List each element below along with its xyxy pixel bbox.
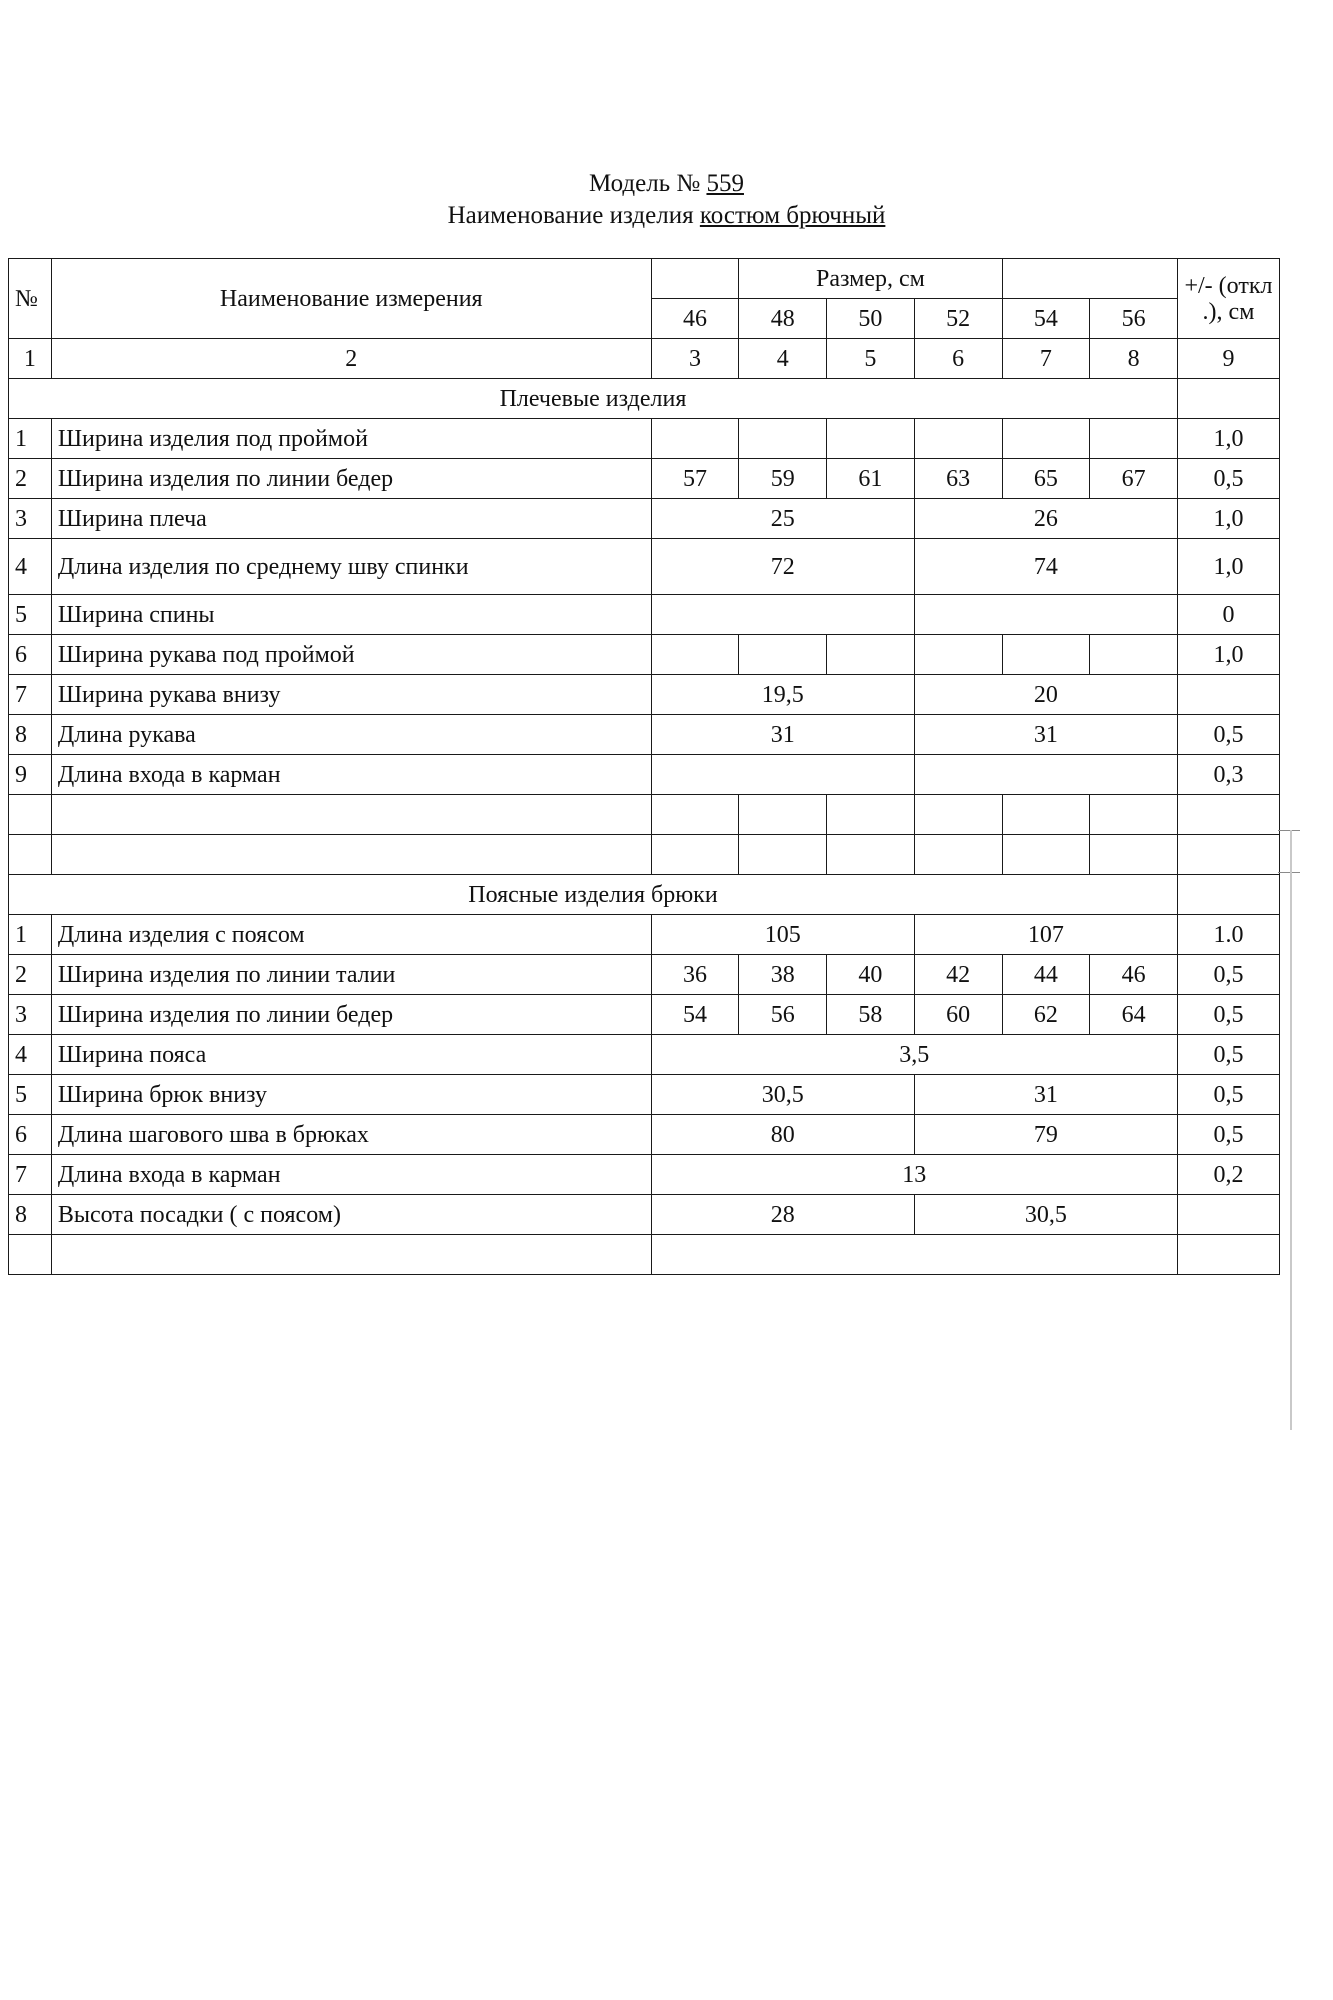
row-number: 3: [9, 499, 52, 539]
header-size-52: 52: [914, 299, 1002, 339]
row-value: [1002, 835, 1090, 875]
table-row: [9, 715, 1280, 755]
row-value: [1002, 635, 1090, 675]
row-label: Длина изделия с поясом: [51, 915, 651, 955]
row-number: 1: [9, 915, 52, 955]
row-deviation: 0,2: [1177, 1155, 1279, 1195]
table-row: [9, 915, 1280, 955]
row-label: Ширина изделия по линии бедер: [51, 995, 651, 1035]
table-row: [9, 1235, 1280, 1275]
table-row: [9, 1115, 1280, 1155]
row-value: 44: [1002, 955, 1090, 995]
row-value-merged: 105: [651, 915, 914, 955]
table-row: [9, 635, 1280, 675]
row-deviation: 0,3: [1177, 755, 1279, 795]
table-header-row: [9, 259, 1280, 299]
row-value: [651, 419, 739, 459]
product-label: Наименование изделия: [447, 202, 700, 229]
row-label: Ширина изделия по линии бедер: [51, 459, 651, 499]
section-header-row: [9, 379, 1280, 419]
row-value-merged: 31: [651, 715, 914, 755]
row-label: Ширина рукава внизу: [51, 675, 651, 715]
index-cell: 1: [9, 339, 52, 379]
row-value: [827, 835, 915, 875]
row-value: [827, 795, 915, 835]
row-deviation: [1177, 835, 1279, 875]
row-deviation: 1,0: [1177, 419, 1279, 459]
row-value: 59: [739, 459, 827, 499]
index-cell: 7: [1002, 339, 1090, 379]
table-index-row: [9, 339, 1280, 379]
table-row: [9, 675, 1280, 715]
row-value: [914, 795, 1002, 835]
row-deviation: 1,0: [1177, 635, 1279, 675]
row-deviation: 0,5: [1177, 1035, 1279, 1075]
row-value: 40: [827, 955, 915, 995]
row-value: [914, 835, 1002, 875]
index-cell: 8: [1090, 339, 1178, 379]
row-number: 3: [9, 995, 52, 1035]
row-label: Ширина изделия под проймой: [51, 419, 651, 459]
row-label: Длина рукава: [51, 715, 651, 755]
row-number: 4: [9, 1035, 52, 1075]
row-label: [51, 835, 651, 875]
row-value: [1090, 835, 1178, 875]
table-row: [9, 499, 1280, 539]
table-row: [9, 459, 1280, 499]
row-value-merged: [914, 755, 1177, 795]
row-value: 36: [651, 955, 739, 995]
row-value-merged: 80: [651, 1115, 914, 1155]
index-cell: 5: [827, 339, 915, 379]
row-value-merged: [914, 595, 1177, 635]
row-value: 60: [914, 995, 1002, 1035]
row-value-merged: 25: [651, 499, 914, 539]
row-value-merged: 3,5: [651, 1035, 1177, 1075]
table-row: [9, 595, 1280, 635]
row-value-merged: 20: [914, 675, 1177, 715]
row-value: 38: [739, 955, 827, 995]
section-title: Плечевые изделия: [9, 379, 1178, 419]
row-number: 8: [9, 1195, 52, 1235]
section-title: Поясные изделия брюки: [9, 875, 1178, 915]
row-value: 61: [827, 459, 915, 499]
row-value: [1090, 635, 1178, 675]
row-value-merged: 31: [914, 1075, 1177, 1115]
row-value: 62: [1002, 995, 1090, 1035]
table-row: [9, 1035, 1280, 1075]
table-row: [9, 835, 1280, 875]
row-number: 8: [9, 715, 52, 755]
row-label: Длина входа в карман: [51, 755, 651, 795]
row-number: 7: [9, 1155, 52, 1195]
index-cell: 6: [914, 339, 1002, 379]
row-number: 7: [9, 675, 52, 715]
row-number: 9: [9, 755, 52, 795]
row-value: 56: [739, 995, 827, 1035]
header-size-50: 50: [827, 299, 915, 339]
row-number: 6: [9, 635, 52, 675]
section-deviation-spacer: [1177, 875, 1279, 915]
row-value-merged: 72: [651, 539, 914, 595]
row-value: 46: [1090, 955, 1178, 995]
row-deviation: 0,5: [1177, 995, 1279, 1035]
table-row: [9, 955, 1280, 995]
model-label: Модель №: [589, 170, 707, 197]
header-size-group: Размер, см: [739, 259, 1002, 299]
row-value: [739, 635, 827, 675]
model-line: [0, 168, 1333, 200]
row-label: Длина изделия по среднему шву спинки: [51, 539, 651, 595]
table-row: [9, 539, 1280, 595]
row-deviation: 1,0: [1177, 539, 1279, 595]
row-value-merged: 26: [914, 499, 1177, 539]
row-deviation: [1177, 675, 1279, 715]
row-label: Ширина плеча: [51, 499, 651, 539]
row-value-merged: 74: [914, 539, 1177, 595]
row-deviation: [1177, 1195, 1279, 1235]
row-number: 4: [9, 539, 52, 595]
row-value: 42: [914, 955, 1002, 995]
page-rule-top: [1278, 830, 1300, 831]
page-rule-bottom: [1278, 872, 1300, 873]
row-value: [827, 419, 915, 459]
row-label: Ширина спины: [51, 595, 651, 635]
header-col-name: Наименование измерения: [51, 259, 651, 339]
row-number: 5: [9, 1075, 52, 1115]
row-deviation: [1177, 795, 1279, 835]
table-body: [9, 259, 1280, 1275]
row-number: 2: [9, 955, 52, 995]
product-line: [0, 200, 1333, 232]
header-size-56: 56: [1090, 299, 1178, 339]
row-value: [651, 635, 739, 675]
row-number: [9, 795, 52, 835]
row-number: 5: [9, 595, 52, 635]
row-value-merged: [651, 1235, 1177, 1275]
row-value: [651, 835, 739, 875]
row-value: [739, 835, 827, 875]
page-edge-line: [1290, 830, 1292, 1430]
header-spacer-left: [651, 259, 739, 299]
section-deviation-spacer: [1177, 379, 1279, 419]
row-value: 54: [651, 995, 739, 1035]
model-number: 559: [706, 170, 744, 197]
row-value: 65: [1002, 459, 1090, 499]
row-value: 67: [1090, 459, 1178, 499]
row-number: [9, 835, 52, 875]
header-size-46: 46: [651, 299, 739, 339]
index-cell: 4: [739, 339, 827, 379]
row-deviation: 0: [1177, 595, 1279, 635]
row-value: 58: [827, 995, 915, 1035]
row-number: [9, 1235, 52, 1275]
header-size-54: 54: [1002, 299, 1090, 339]
row-value-merged: [651, 595, 914, 635]
row-label: Высота посадки ( с поясом): [51, 1195, 651, 1235]
row-deviation: 0,5: [1177, 955, 1279, 995]
row-label: Ширина изделия по линии талии: [51, 955, 651, 995]
row-deviation: 0,5: [1177, 715, 1279, 755]
document-title-block: [0, 168, 1333, 232]
row-value: 57: [651, 459, 739, 499]
row-number: 6: [9, 1115, 52, 1155]
row-value: [1090, 795, 1178, 835]
row-value-merged: 107: [914, 915, 1177, 955]
row-value: [827, 635, 915, 675]
table-row: [9, 419, 1280, 459]
table-row: [9, 1075, 1280, 1115]
header-col-number: №: [9, 259, 52, 339]
row-value: 63: [914, 459, 1002, 499]
index-cell: 9: [1177, 339, 1279, 379]
table-row: [9, 995, 1280, 1035]
header-size-48: 48: [739, 299, 827, 339]
row-number: 1: [9, 419, 52, 459]
row-deviation: 0,5: [1177, 1115, 1279, 1155]
row-value: [914, 635, 1002, 675]
header-col-deviation: +/- (откл .), см: [1177, 259, 1279, 339]
row-value: [739, 419, 827, 459]
row-value: [1002, 795, 1090, 835]
row-label: Ширина пояса: [51, 1035, 651, 1075]
row-deviation: 0,5: [1177, 1075, 1279, 1115]
row-value-merged: 31: [914, 715, 1177, 755]
row-value: [651, 795, 739, 835]
row-value-merged: 13: [651, 1155, 1177, 1195]
section-header-row: [9, 875, 1280, 915]
product-name: костюм брючный: [699, 202, 886, 229]
row-value-merged: 28: [651, 1195, 914, 1235]
row-value: 64: [1090, 995, 1178, 1035]
row-value: [914, 419, 1002, 459]
row-deviation: 1.0: [1177, 915, 1279, 955]
index-cell: 3: [651, 339, 739, 379]
row-value-merged: 30,5: [914, 1195, 1177, 1235]
row-label: Ширина брюк внизу: [51, 1075, 651, 1115]
row-value-merged: 79: [914, 1115, 1177, 1155]
header-spacer-right: [1002, 259, 1177, 299]
row-label: [51, 795, 651, 835]
table-row: [9, 795, 1280, 835]
row-value: [1090, 419, 1178, 459]
row-label: [51, 1235, 651, 1275]
row-label: Длина входа в карман: [51, 1155, 651, 1195]
row-deviation: [1177, 1235, 1279, 1275]
row-label: Длина шагового шва в брюках: [51, 1115, 651, 1155]
row-value: [739, 795, 827, 835]
row-value-merged: 30,5: [651, 1075, 914, 1115]
index-cell: 2: [51, 339, 651, 379]
table-row: [9, 755, 1280, 795]
row-label: Ширина рукава под проймой: [51, 635, 651, 675]
row-value: [1002, 419, 1090, 459]
table-row: [9, 1195, 1280, 1235]
row-deviation: 1,0: [1177, 499, 1279, 539]
row-value-merged: 19,5: [651, 675, 914, 715]
row-value-merged: [651, 755, 914, 795]
row-number: 2: [9, 459, 52, 499]
table-row: [9, 1155, 1280, 1195]
measurements-table: [8, 258, 1280, 1275]
row-deviation: 0,5: [1177, 459, 1279, 499]
